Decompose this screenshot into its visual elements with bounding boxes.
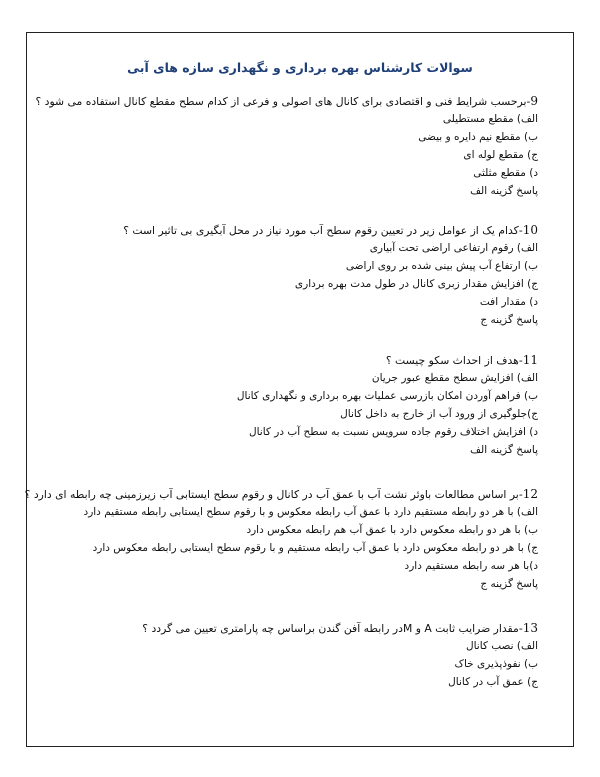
question-12 [24,485,538,593]
answer: پاسخ گزینه ج [480,578,538,590]
question-text: 13-مقدار ضرایب ثابت A و Mدر رابطه آفن گندن براساس چه پارامتری تعیین می گردد ؟ [142,621,538,635]
question-text: 12-بر اساس مطالعات باوئر نشت آب با عمق آب در کانال و رقوم سطح ایستابی آب زیرزمینی چه رابطه ای دارد ؟ [24,487,538,501]
option-c: ج) افزایش مقدار زبری کانال در طول مدت بهره برداری [294,278,538,290]
question-13 [62,619,538,691]
option-a: الف) رقوم ارتفاعی اراضی تحت آبیاری [369,242,538,254]
option-c: ج) با هر دو رابطه معکوس دارد با عمق آب رابطه مستقیم و با رقوم سطح ایستابی رابطه معکوس دارد [92,542,538,554]
answer: پاسخ گزینه ج [480,314,538,326]
option-a: الف) نصب کانال [465,640,538,652]
option-c: ج) عمق آب در کانال [448,676,538,688]
question-9 [35,92,538,200]
option-b: ب) با هر دو رابطه معکوس دارد با عمق آب هم رابطه معکوس دارد [246,524,538,536]
question-text: 10-کدام یک از عوامل زیر در تعیین رقوم سطح آب مورد نیاز در محل آبگیری بی تاثیر است ؟ [123,223,538,237]
answer: پاسخ گزینه الف [470,185,538,197]
option-a: الف) با هر دو رابطه مستقیم دارد با عمق آب رابطه معکوس و با رقوم سطح ایستابی رابطه مستقیم دارد [83,506,538,518]
option-c: ج) مقطع لوله ای [463,149,538,161]
question-text: 11-هدف از احداث سکو چیست ؟ [385,353,538,367]
option-d: د) افزایش اختلاف رقوم جاده سرویس نسبت به سطح آب در کانال [248,426,538,438]
option-b: ب) فراهم آوردن امکان بازرسی عملیات بهره برداری و نگهداری کانال [236,390,538,402]
document-title: سوالات کارشناس بهره برداری و نگهداری سازه های آبی [127,60,473,75]
question-11 [62,351,538,459]
option-d: د) مقطع مثلثی [473,167,538,179]
option-b: ب) نفوذپذیری خاک [454,658,538,670]
option-b: ب) ارتفاع آب پیش بینی شده بر روی اراضی [345,260,538,272]
option-a: الف) افزایش سطح مقطع عبور جریان [371,372,538,384]
question-text: 9-برحسب شرایط فنی و اقتصادی برای کانال های اصولی و فرعی از کدام سطح مقطع کانال استفاده می شود ؟ [35,94,538,108]
option-c: ج)جلوگیری از ورود آب از خارج به داخل کانال [340,408,538,420]
option-d: د)با هر سه رابطه مستقیم دارد [404,560,538,572]
option-b: ب) مقطع نیم دایره و بیضی [418,131,538,143]
question-10 [62,221,538,329]
answer: پاسخ گزینه الف [470,444,538,456]
option-a: الف) مقطع مستطیلی [442,113,538,125]
option-d: د) مقدار افت [479,296,538,308]
